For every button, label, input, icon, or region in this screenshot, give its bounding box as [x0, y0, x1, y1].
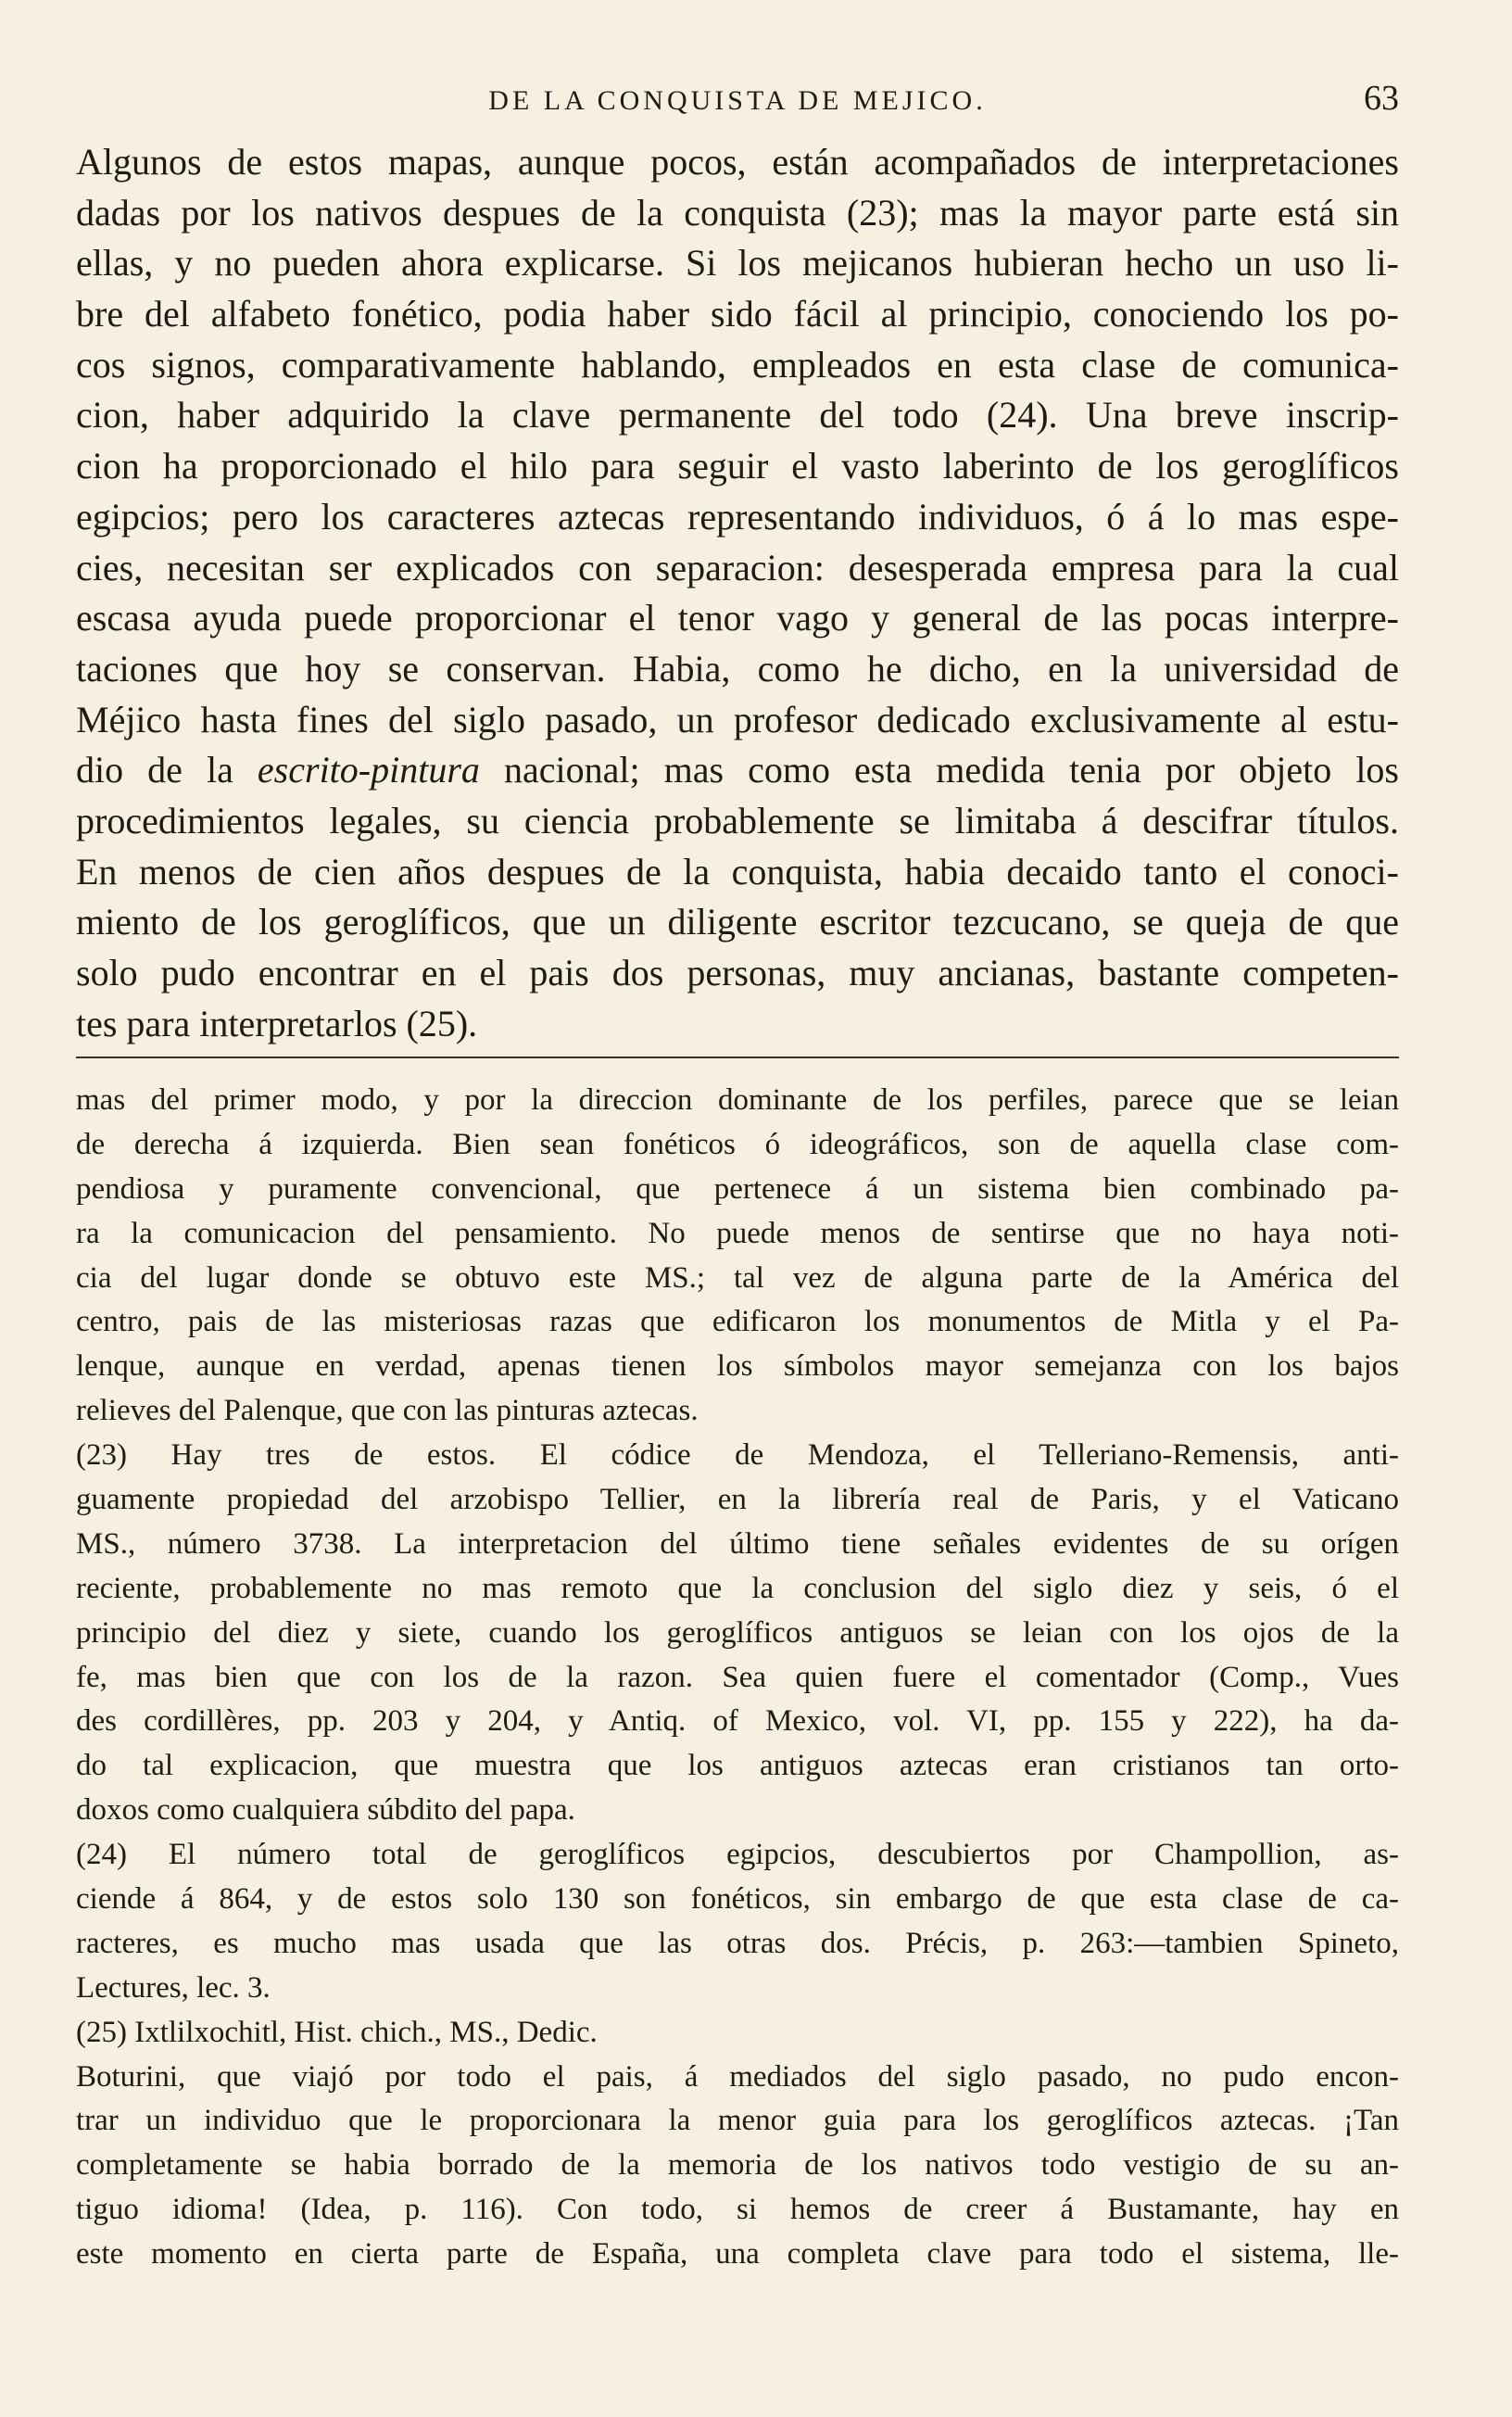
- text-line: bre del alfabeto fonético, podia haber sido fácil al principio, conociendo los po-: [76, 293, 1399, 335]
- footnote-line: do tal explicacion, que muestra que los antiguos aztecas eran cristianos tan orto-: [76, 1749, 1399, 1783]
- text-line: dadas por los nativos despues de la conquista (23); mas la mayor parte está sin: [76, 191, 1399, 234]
- footnote-line: Lectures, lec. 3.: [76, 1970, 271, 2005]
- text-line: Méjico hasta fines del siglo pasado, un profesor dedicado exclusivamente al estu-: [76, 698, 1399, 740]
- text-line: cion, haber adquirido la clave permanente del todo (24). Una breve inscrip-: [76, 394, 1399, 437]
- footnotes: [76, 1079, 1399, 2277]
- footnote-line: reciente, probablemente no mas remoto que la conclusion del siglo diez y seis, ó el: [76, 1571, 1399, 1605]
- footnote-line: fe, mas bien que con los de la razon. Sea quien fuere el comentador (Comp., Vues: [76, 1660, 1399, 1694]
- footnote-line: guamente propiedad del arzobispo Tellier, en la librería real de Paris, y el Vaticano: [76, 1483, 1399, 1517]
- page-number: 63: [1364, 79, 1399, 118]
- footnote-line: (24) El número total de geroglíficos egipcios, descubiertos por Champollion, as-: [76, 1838, 1399, 1872]
- footnote-line: ra la comunicacion del pensamiento. No puede menos de sentirse que no haya noti-: [76, 1216, 1399, 1250]
- footnote-line: mas del primer modo, y por la direccion dominante de los perfiles, parece que se leian: [76, 1083, 1399, 1117]
- footnote-line: racteres, es mucho mas usada que las otras dos. Précis, p. 263:—tambien Spineto,: [76, 1926, 1399, 1960]
- text-line: En menos de cien años despues de la conquista, habia decaido tanto el conoci-: [76, 850, 1399, 892]
- text-line: ellas, y no pueden ahora explicarse. Si los mejicanos hubieran hecho un uso li-: [76, 242, 1399, 285]
- footnote-line: pendiosa y puramente convencional, que pertenece á un sistema bien combinado pa-: [76, 1171, 1399, 1206]
- text-line: cos signos, comparativamente hablando, empleados en esta clase de comunica-: [76, 343, 1399, 386]
- footnote-line: relieves del Palenque, que con las pinturas aztecas.: [76, 1394, 699, 1428]
- text-line: egipcios; pero los caracteres aztecas representando individuos, ó á lo mas espe-: [76, 495, 1399, 538]
- footnote-line: ciende á 864, y de estos solo 130 son fonéticos, sin embargo de que esta clase de ca-: [76, 1882, 1399, 1917]
- footnote-line: completamente se habia borrado de la memoria de los nativos todo vestigio de su an-: [76, 2148, 1399, 2183]
- running-head: [76, 78, 1399, 133]
- footnote-line: doxos como cualquiera súbdito del papa.: [76, 1793, 575, 1828]
- footnote-line: tiguo idioma! (Idea, p. 116). Con todo, si hemos de creer á Bustamante, hay en: [76, 2193, 1399, 2227]
- text-line: cies, necesitan ser explicados con separacion: desesperada empresa para la cual: [76, 546, 1399, 588]
- text-line: Algunos de estos mapas, aunque pocos, están acompañados de interpretaciones: [76, 141, 1399, 183]
- footnote-line: Boturini, que viajó por todo el pais, á mediados del siglo pasado, no pudo encon-: [76, 2059, 1399, 2094]
- text-line: taciones que hoy se conservan. Habia, como he dicho, en la universidad de: [76, 647, 1399, 690]
- footnote-line: MS., número 3738. La interpretacion del último tiene señales evidentes de su orígen: [76, 1526, 1399, 1561]
- footnote-line: des cordillères, pp. 203 y 204, y Antiq. of Mexico, vol. VI, pp. 155 y 222), ha da-: [76, 1704, 1399, 1739]
- book-page: [76, 0, 1399, 2417]
- text-line: escasa ayuda puede proporcionar el tenor vago y general de las pocas interpre-: [76, 597, 1399, 639]
- footnote-line: cia del lugar donde se obtuvo este MS.; tal vez de alguna parte de la América del: [76, 1260, 1399, 1295]
- footnote-rule: [76, 1057, 1399, 1058]
- footnote-line: principio del diez y siete, cuando los geroglíficos antiguos se leian con los ojos de la: [76, 1615, 1399, 1650]
- footnote-line: este momento en cierta parte de España, una completa clave para todo el sistema, lle-: [76, 2237, 1399, 2271]
- text-line: cion ha proporcionado el hilo para seguir el vasto laberinto de los geroglíficos: [76, 445, 1399, 487]
- main-text: [76, 137, 1399, 1049]
- footnote-line: de derecha á izquierda. Bien sean fonéticos ó ideográficos, son de aquella clase com-: [76, 1127, 1399, 1161]
- text-line: tes para interpretarlos (25).: [76, 1002, 478, 1044]
- running-title: DE LA CONQUISTA DE MEJICO.: [488, 85, 987, 116]
- footnote-line: (23) Hay tres de estos. El códice de Mendoza, el Telleriano-Remensis, anti-: [76, 1438, 1399, 1473]
- footnote-line: trar un individuo que le proporcionara la menor guia para los geroglíficos aztecas. ¡Tan: [76, 2104, 1399, 2138]
- footnote-line: lenque, aunque en verdad, apenas tienen los símbolos mayor semejanza con los bajos: [76, 1349, 1399, 1384]
- text-line: dio de la escrito-pintura nacional; mas como esta medida tenia por objeto los: [76, 749, 1399, 791]
- footnote-line: centro, pais de las misteriosas razas que edificaron los monumentos de Mitla y el Pa-: [76, 1305, 1399, 1339]
- text-line: procedimientos legales, su ciencia probablemente se limitaba á descifrar títulos.: [76, 799, 1399, 842]
- footnote-line: (25) Ixtlilxochitl, Hist. chich., MS., Dedic.: [76, 2015, 598, 2049]
- text-line: miento de los geroglíficos, que un diligente escritor tezcucano, se queja de que: [76, 901, 1399, 943]
- text-line: solo pudo encontrar en el pais dos personas, muy ancianas, bastante competen-: [76, 952, 1399, 993]
